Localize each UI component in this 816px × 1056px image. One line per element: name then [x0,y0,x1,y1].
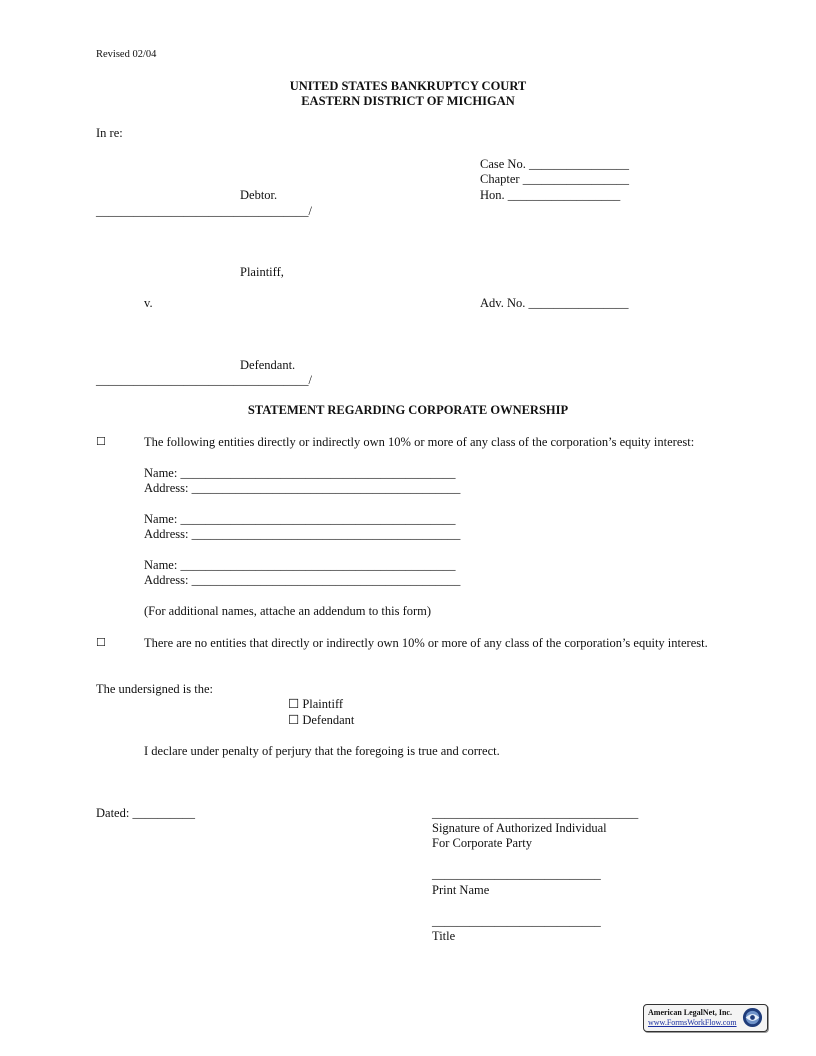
signature-line[interactable]: _________________________________ [432,806,639,820]
entity-name-field[interactable]: Name: ____________________________________________ [144,558,456,572]
court-district: EASTERN DISTRICT OF MICHIGAN [301,94,515,108]
undersigned-label: The undersigned is the: [96,682,213,696]
debtor-name-line[interactable]: __________________________________/ [96,204,312,218]
no-ownership-option-text: There are no entities that directly or indirectly own 10% or more of any class of the corporation’s equity interest. [144,636,708,650]
addendum-note: (For additional names, attache an addendum to this form) [144,604,432,618]
ownership-checkbox[interactable]: ☐ [96,435,106,448]
defendant-name-line[interactable]: __________________________________/ [96,373,312,387]
statement-title: STATEMENT REGARDING CORPORATE OWNERSHIP [247,403,569,417]
print-name-label: Print Name [432,883,490,897]
revision-date: Revised 02/04 [96,49,157,60]
entity-address-field[interactable]: Address: ___________________________________________ [144,527,461,541]
chapter-field[interactable]: Chapter _________________ [480,172,629,186]
defendant-checkbox[interactable]: ☐ Defendant [288,713,355,727]
publisher-url[interactable]: www.FormsWorkFlow.com [648,1018,737,1027]
corporate-party-label: For Corporate Party [432,836,532,850]
perjury-declaration: I declare under penalty of perjury that the foregoing is true and correct. [144,744,500,758]
court-name: UNITED STATES BANKRUPTCY COURT [289,79,527,93]
title-line[interactable]: ___________________________ [432,914,601,928]
title-label: Title [432,929,456,943]
print-name-line[interactable]: ___________________________ [432,867,601,881]
judge-field[interactable]: Hon. __________________ [480,188,621,202]
versus-label: v. [144,296,153,310]
ownership-option-text: The following entities directly or indirectly own 10% or more of any class of the corporation’s equity interest: [144,435,695,449]
publisher-logo[interactable] [643,1004,768,1032]
adversary-number-field[interactable]: Adv. No. ________________ [480,296,629,310]
globe-icon [742,1007,763,1028]
entity-address-field[interactable]: Address: ___________________________________________ [144,481,461,495]
defendant-label: Defendant. [240,358,296,372]
entity-address-field[interactable]: Address: ___________________________________________ [144,573,461,587]
signature-label: Signature of Authorized Individual [432,821,607,835]
publisher-name: American LegalNet, Inc. [648,1008,732,1017]
no-ownership-checkbox[interactable]: ☐ [96,636,106,649]
plaintiff-checkbox[interactable]: ☐ Plaintiff [288,697,344,711]
case-number-field[interactable]: Case No. ________________ [480,157,629,171]
date-field[interactable]: Dated: __________ [96,806,195,820]
entity-name-field[interactable]: Name: ____________________________________________ [144,512,456,526]
in-re-label: In re: [96,126,123,140]
entity-name-field[interactable]: Name: ____________________________________________ [144,466,456,480]
debtor-label: Debtor. [240,188,278,202]
plaintiff-label: Plaintiff, [240,265,284,279]
